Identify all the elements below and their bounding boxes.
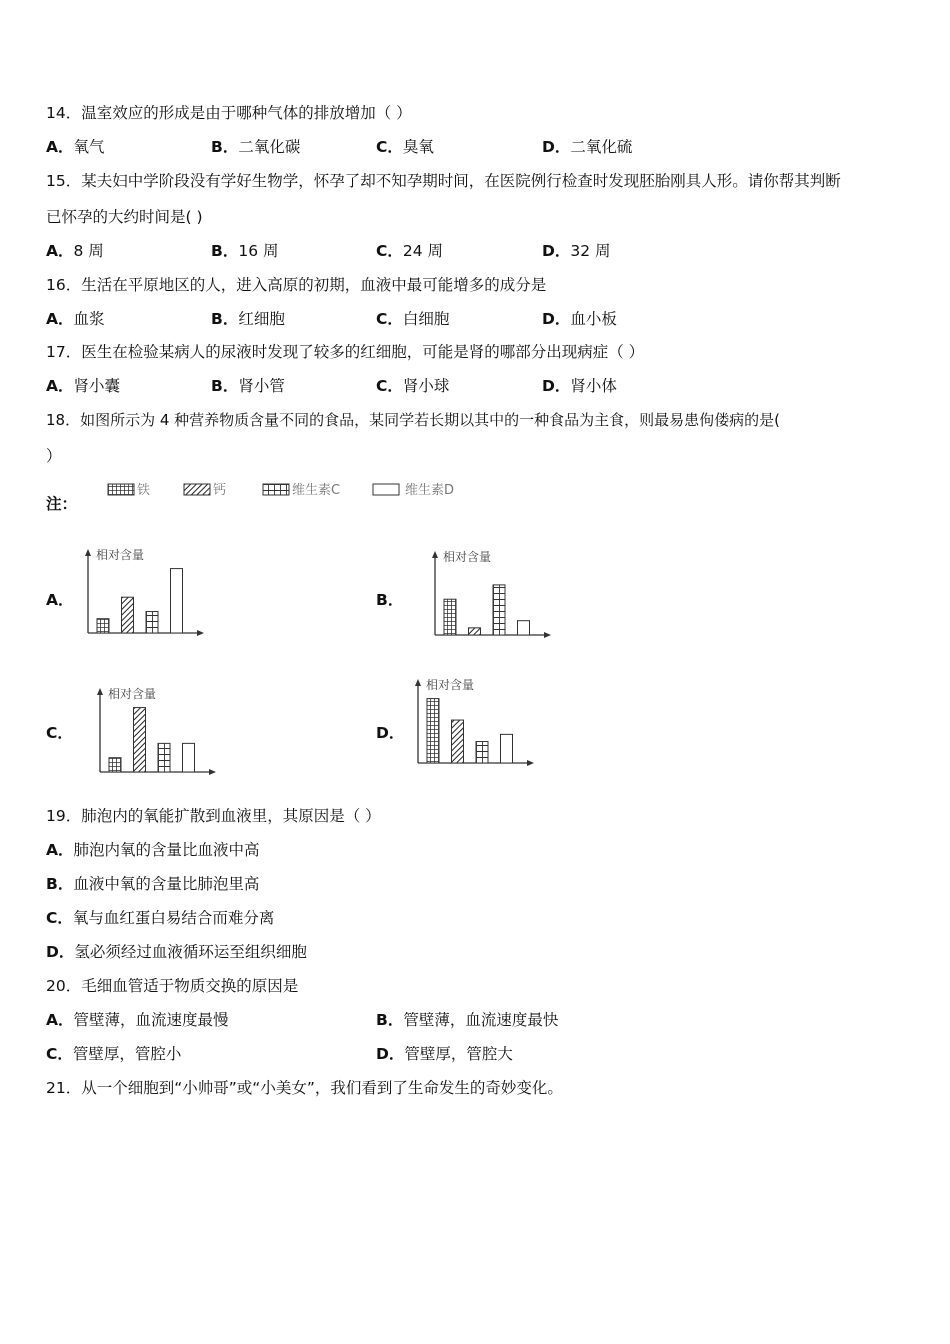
q19-option-d: D．氢必须经过血液循环运至组织细胞 (46, 943, 307, 961)
q16-stem: 16．生活在平原地区的人，进入高原的初期，血液中最可能增多的成分是 (46, 276, 547, 294)
chart-d-y-arrow (415, 679, 421, 686)
chart-c-y-arrow (97, 688, 103, 695)
chart-a (80, 543, 210, 643)
chart-d-x-arrow (527, 760, 534, 766)
q16-option-c: C．白细胞 (376, 310, 450, 328)
q14-stem: 14．温室效应的形成是由于哪种气体的排放增加（ ） (46, 104, 412, 122)
chart-c-ylabel: 相对含量 (108, 687, 157, 701)
q18-option-c: C． (46, 724, 73, 742)
chart-a-y-arrow (85, 549, 91, 556)
chart-a-svg (80, 543, 210, 643)
chart-c (92, 682, 222, 782)
chart-d-svg (410, 673, 540, 773)
chart-d (410, 673, 540, 773)
chart-b-bar-calcium (469, 628, 481, 635)
q14-option-b: B．二氧化碳 (211, 138, 301, 156)
chart-c-bar-calcium (134, 708, 146, 772)
chart-d-ylabel: 相对含量 (426, 678, 475, 692)
chart-c-x-arrow (209, 769, 216, 775)
legend-calcium-label: 钙 (213, 483, 227, 498)
chart-a-bar-vitd (171, 569, 183, 633)
chart-d-bar-iron (427, 699, 439, 763)
q20-option-c: C．管壁厚，管腔小 (46, 1045, 182, 1063)
chart-a-ylabel: 相对含量 (96, 548, 145, 562)
q19-option-c: C．氧与血红蛋白易结合而难分离 (46, 909, 275, 927)
q16-option-d: D．血小板 (542, 310, 617, 328)
q20-option-a: A．管壁薄，血流速度最慢 (46, 1011, 229, 1029)
q17-option-a: A．肾小囊 (46, 377, 121, 395)
chart-a-bar-vitc (146, 612, 158, 633)
chart-c-bar-vitc (158, 743, 170, 772)
q15-option-c: C．24 周 (376, 242, 444, 260)
q15-option-a: A．8 周 (46, 242, 104, 260)
q18-stem-line2: ） (46, 447, 62, 465)
chart-b-x-arrow (544, 632, 551, 638)
q15-option-b: B．16 周 (211, 242, 279, 260)
q20-option-b: B．管壁薄，血流速度最快 (376, 1011, 559, 1029)
chart-d-bar-vitc (476, 742, 488, 763)
q18-option-a: A． (46, 591, 74, 609)
legend-vitc-label: 维生素C (292, 483, 341, 498)
chart-d-bar-vitd (501, 734, 513, 763)
q17-option-d: D．肾小体 (542, 377, 617, 395)
chart-a-x-arrow (197, 630, 204, 636)
q20-option-d: D．管壁厚，管腔大 (376, 1045, 513, 1063)
chart-b-y-arrow (432, 551, 438, 558)
legend-iron-swatch (108, 484, 134, 495)
chart-c-svg (92, 682, 222, 782)
q19-option-b: B．血液中氧的含量比肺泡里高 (46, 875, 260, 893)
q18-note-label: 注： (46, 495, 78, 513)
chart-b (427, 545, 557, 645)
legend-vitd-swatch (373, 484, 399, 495)
q14-option-d: D．二氧化硫 (542, 138, 633, 156)
q19-stem: 19．肺泡内的氧能扩散到血液里，其原因是（ ） (46, 807, 381, 825)
q17-option-c: C．肾小球 (376, 377, 450, 395)
q17-stem: 17．医生在检验某病人的尿液时发现了较多的红细胞，可能是肾的哪部分出现病症（ ） (46, 343, 645, 361)
chart-d-bar-calcium (452, 720, 464, 763)
chart-a-bar-iron (97, 619, 109, 633)
q16-option-a: A．血浆 (46, 310, 105, 328)
chart-b-bar-vitc (493, 585, 505, 635)
legend-vitc-swatch (263, 484, 289, 495)
q18-stem-line1: 18．如图所示为 4 种营养物质含量不同的食品，某同学若长期以其中的一种食品为主食，则最易患佝偻病的是( (46, 411, 781, 429)
q16-option-b: B．红细胞 (211, 310, 285, 328)
chart-a-bar-calcium (122, 597, 134, 633)
chart-b-bar-vitd (518, 621, 530, 635)
q18-option-b: B． (376, 591, 404, 609)
q14-option-a: A．氧气 (46, 138, 105, 156)
legend-iron-label: 铁 (137, 483, 151, 498)
q17-option-b: B．肾小管 (211, 377, 285, 395)
q18-option-d: D． (376, 724, 405, 742)
chart-c-bar-vitd (183, 743, 195, 772)
q19-option-a: A．肺泡内氧的含量比血液中高 (46, 841, 260, 859)
chart-b-svg (427, 545, 557, 645)
q20-stem: 20．毛细血管适于物质交换的原因是 (46, 977, 299, 995)
q21-stem: 21．从一个细胞到“小帅哥”或“小美女”，我们看到了生命发生的奇妙变化。 (46, 1079, 563, 1097)
legend-calcium-swatch (184, 484, 210, 495)
q15-stem-line2: 已怀孕的大约时间是( ) (46, 208, 203, 226)
chart-b-bar-iron (444, 599, 456, 635)
q18-legend (100, 478, 480, 502)
q14-option-c: C．臭氧 (376, 138, 434, 156)
q15-option-d: D．32 周 (542, 242, 611, 260)
q15-stem-line1: 15．某夫妇中学阶段没有学好生物学，怀孕了却不知孕期时间，在医院例行检查时发现胚胎刚具人形。请你帮其判断 (46, 172, 841, 190)
chart-b-ylabel: 相对含量 (443, 550, 492, 564)
chart-c-bar-iron (109, 758, 121, 772)
legend-vitd-label: 维生素D (405, 483, 455, 498)
